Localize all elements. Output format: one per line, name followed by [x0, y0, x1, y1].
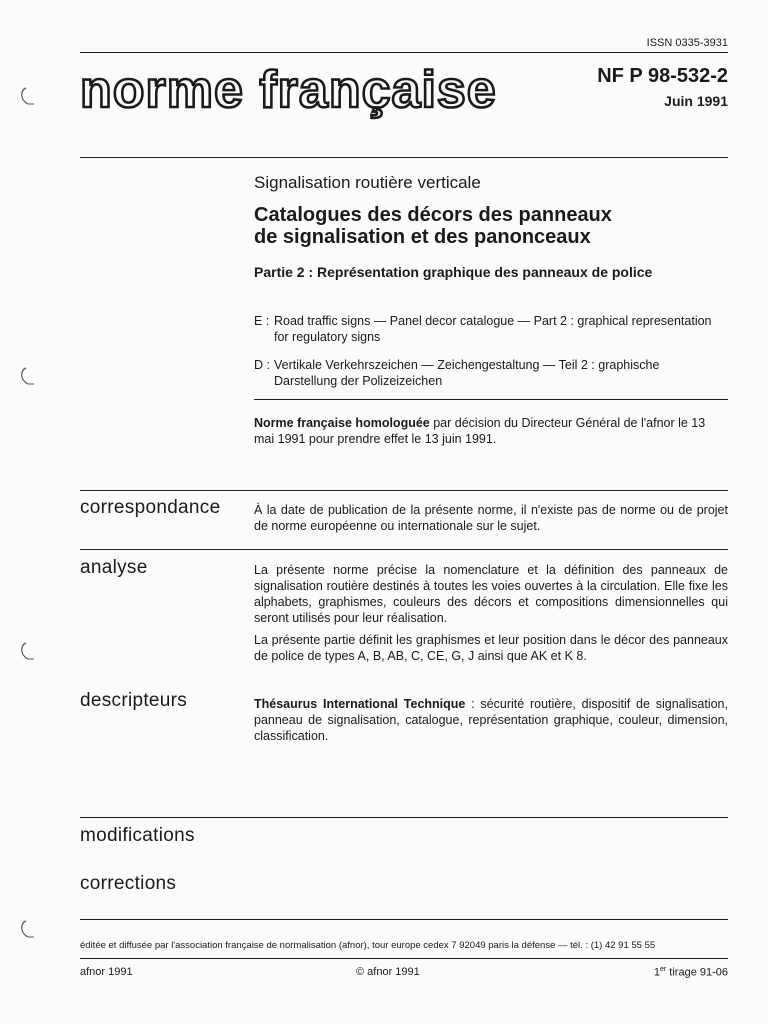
german-text: Vertikale Verkehrszeichen — Zeichengestaltung — Teil 2 : graphische Darstellung der Polizeizeichen [274, 358, 660, 388]
main-title [254, 204, 714, 248]
margin-mark-icon [14, 918, 38, 942]
footer-left: afnor 1991 [80, 966, 133, 978]
homologation-text: par décision du Directeur Général de l'afnor le 13 mai 1991 pour prendre effet le 13 juin 1991. [254, 416, 706, 446]
analyse-paragraph-1: La présente norme précise la nomenclature et la définition des panneaux de signalisation routière destinés à toutes les voies ouvertes à la circulation. Elle fixe les alphabets, graphismes, couleurs des décors et compositions dimensionnelles qui seront utilisés pour leur réalisation. [254, 563, 728, 625]
standard-date: Juin 1991 [664, 93, 728, 109]
english-text: Road traffic signs — Panel decor catalogue — Part 2 : graphical representation for regulatory signs [274, 314, 712, 344]
analyse-rule [80, 549, 728, 550]
main-title-line-2: de signalisation et des panonceaux [254, 226, 591, 248]
printing-sup: er [660, 966, 667, 973]
issn-number: ISSN 0335-3931 [646, 37, 728, 49]
homologation-notice [254, 415, 724, 447]
analyse-label: analyse [80, 557, 148, 578]
correspondance-rule [80, 490, 728, 491]
footer-center: © afnor 1991 [356, 966, 420, 978]
english-code: E : [254, 314, 270, 328]
german-title [254, 357, 724, 389]
descripteurs-rest: : sécurité routière, dispositif de signalisation, panneau de signalisation, catalogue, représentation graphique, couleur, dimension, classification. [254, 697, 728, 743]
standard-code: NF P 98-532-2 [597, 65, 728, 87]
descripteurs-label: descripteurs [80, 690, 188, 711]
publisher-line: éditée et diffusée par l'association française de normalisation (afnor), tour europe cedex 7 92049 paris la défense — tél. : (1) 42 91 55 55 [80, 940, 656, 951]
margin-mark-icon [14, 85, 38, 109]
margin-mark-icon [14, 640, 38, 664]
correspondance-label: correspondance [80, 497, 221, 518]
printing-number: 1 [653, 966, 660, 979]
top-rule [80, 52, 728, 53]
modifications-rule [80, 817, 728, 818]
correspondance-text: À la date de publication de la présente norme, il n'existe pas de norme ou de projet de norme européenne ou internationale sur le sujet. [254, 503, 728, 533]
margin-mark-icon [14, 365, 38, 389]
analyse-paragraph-2: La présente partie définit les graphismes et leur position dans le décor des panneaux de police de types A, B, AB, C, CE, G, J ainsi que AK et K 8. [254, 633, 728, 663]
descripteurs-text [254, 696, 728, 744]
brand-title: norme française [80, 61, 497, 119]
subject-heading: Signalisation routière verticale [254, 173, 481, 192]
printing-text: tirage 91-06 [666, 966, 728, 979]
homologation-bold: Norme française homologuée [254, 416, 430, 430]
footer-right [654, 966, 728, 979]
modifications-label: modifications [80, 825, 195, 846]
analyse-body [254, 562, 728, 670]
corrections-label: corrections [80, 873, 177, 894]
part-title: Partie 2 : Représentation graphique des panneaux de police [254, 264, 653, 280]
german-code: D : [254, 358, 270, 372]
descripteurs-bold: Thésaurus International Technique [254, 697, 466, 711]
footer-rule [80, 919, 728, 920]
titles-rule [254, 399, 728, 400]
footer-rule-2 [80, 958, 728, 959]
main-title-line-1: Catalogues des décors des panneaux [254, 204, 612, 226]
header-rule [80, 157, 728, 158]
english-title [254, 313, 724, 345]
